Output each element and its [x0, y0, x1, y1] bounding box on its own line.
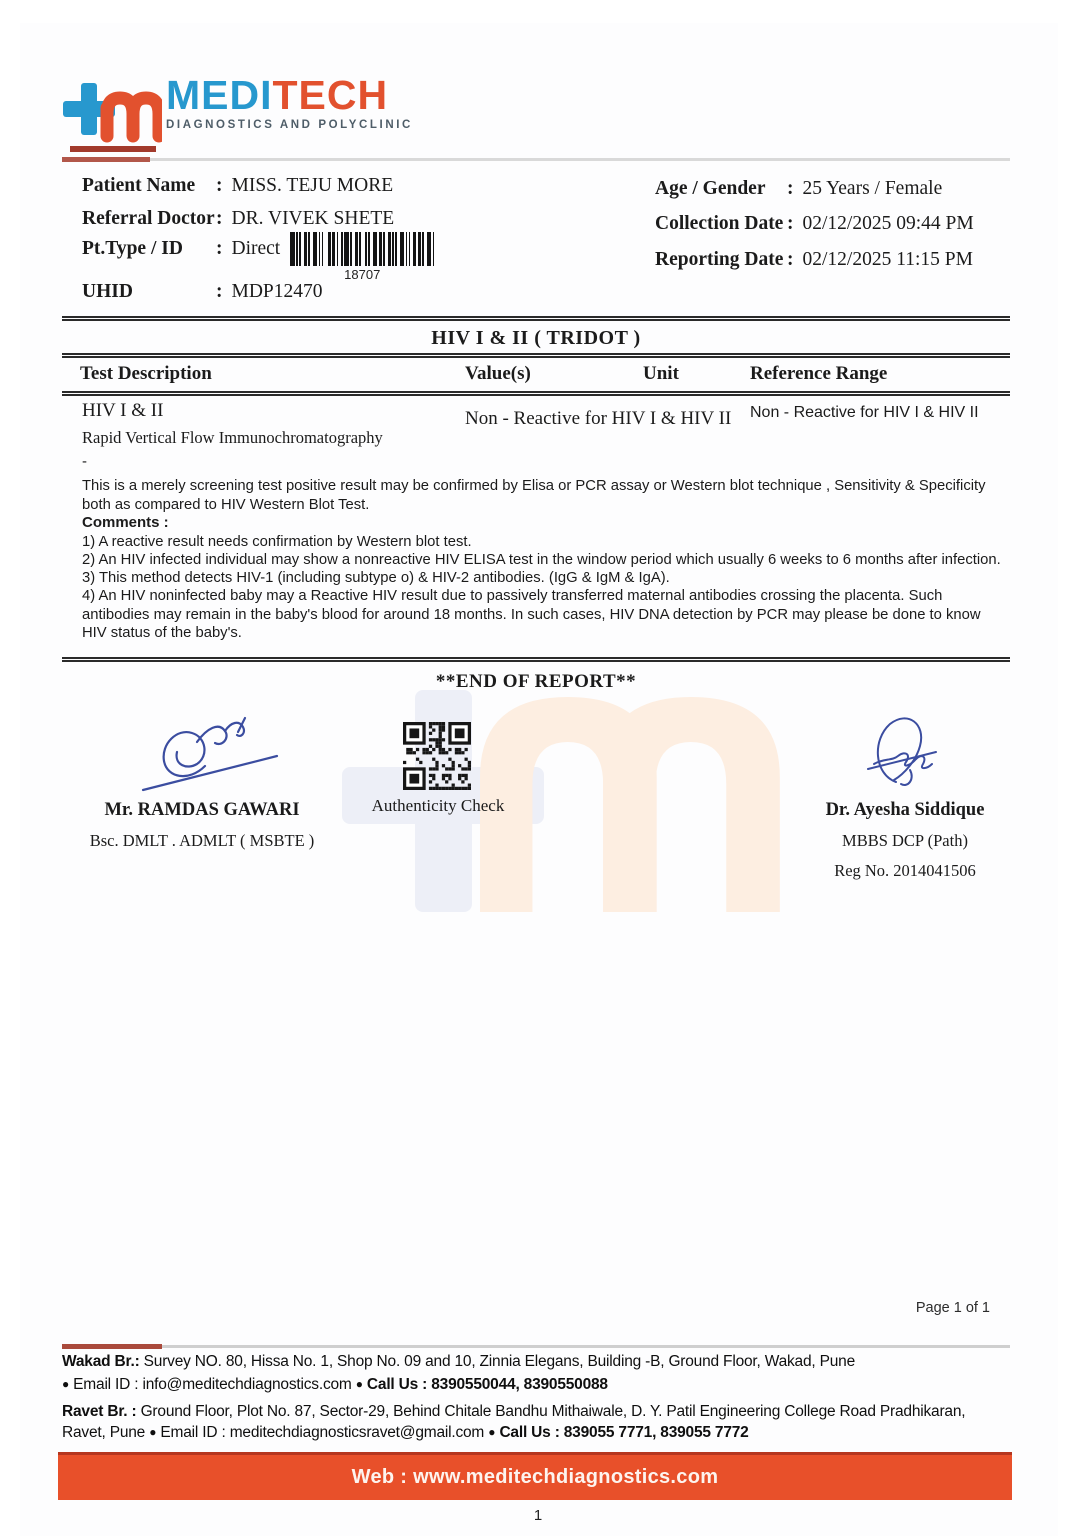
- uhid-label: UHID: [82, 281, 133, 302]
- header-separator-gray: [150, 158, 1010, 161]
- patient-name-row: [82, 175, 393, 197]
- header-red-mark: [70, 146, 156, 152]
- test-method: Rapid Vertical Flow Immunochromatography: [82, 428, 383, 447]
- pt-type-id-value: Direct: [231, 238, 281, 259]
- reporting-date-label: Reporting Date: [655, 249, 784, 270]
- column-header-unit: Unit: [643, 363, 679, 384]
- uhid-value: MDP12470: [231, 281, 323, 302]
- collection-date-row: [655, 213, 974, 235]
- collection-date-value: 02/12/2025 09:44 PM: [802, 213, 974, 234]
- footer-web-url: Web : www.meditechdiagnostics.com: [351, 1466, 719, 1488]
- footer-ravet-address1: Ground Floor, Plot No. 87, Sector-29, Behind Chitale Bandhu Mithaiwale, D. Y. Patil Engineering College Road Pradhikaran,: [140, 1403, 966, 1420]
- comment-1: 1) A reactive result needs confirmation by Western blot test.: [82, 534, 472, 550]
- bullet-icon: ●: [355, 1377, 363, 1391]
- brand-text: [166, 74, 413, 131]
- referral-doctor-label: Referral Doctor: [82, 208, 215, 229]
- signer-left-name: Mr. RAMDAS GAWARI: [104, 800, 300, 820]
- footer-wakad-call-label: Call Us :: [366, 1376, 428, 1393]
- colon: :: [787, 249, 794, 270]
- divider-below-title: [62, 353, 1010, 358]
- collection-date-label: Collection Date: [655, 213, 784, 234]
- barcode-number: 18707: [344, 267, 381, 282]
- signer-right-name: Dr. Ayesha Siddique: [825, 800, 985, 820]
- age-gender-value: 25 Years / Female: [802, 178, 943, 199]
- colon: :: [216, 175, 223, 196]
- test-reference-range: Non - Reactive for HIV I & HIV II: [750, 404, 979, 421]
- footer-wakad-label: Wakad Br.:: [62, 1353, 140, 1370]
- comment-4: 4) An HIV noninfected baby may a Reactive HIV result due to passively transferred maternal antibodies crossing the placenta. Such antibodies may remain in the baby's blood for around 18 months. In such cases, HIV DNA detection by PCR may please be done to know HIV status of the baby's.: [82, 588, 981, 641]
- footer-wakad-address: Survey NO. 80, Hissa No. 1, Shop No. 09 and 10, Zinnia Elegans, Building -B, Ground Floor, Wakad, Pune: [143, 1353, 856, 1370]
- footer-ravet-address-line1: [62, 1403, 1012, 1421]
- note-dash: -: [82, 453, 87, 470]
- report-title: HIV I & II ( TRIDOT ): [431, 327, 641, 349]
- brand-logo: [60, 74, 413, 144]
- signer-right-registration: Reg No. 2014041506: [834, 861, 976, 880]
- comment-2: 2) An HIV infected individual may show a nonreactive HIV ELISA test in the window period which usually 6 weeks to 6 months after infection.: [82, 552, 1001, 568]
- colon: :: [216, 281, 223, 302]
- column-header-test-description: Test Description: [80, 363, 212, 384]
- comments-label: Comments :: [82, 514, 169, 531]
- brand-tagline: DIAGNOSTICS AND POLYCLINIC: [166, 119, 413, 131]
- footer-wakad-address-line: [62, 1353, 1012, 1371]
- reporting-date-row: [655, 249, 973, 271]
- test-value: Non - Reactive for HIV I & HIV II: [465, 408, 732, 429]
- footer-ravet-email: meditechdiagnosticsravet@gmail.com: [229, 1424, 485, 1441]
- footer-wakad-email-label: Email ID :: [73, 1376, 139, 1393]
- test-name: HIV I & II: [82, 400, 164, 421]
- age-gender-label: Age / Gender: [655, 178, 766, 199]
- footer-web-bar: [58, 1452, 1012, 1500]
- barcode-image: [290, 232, 434, 266]
- footer-ravet-email-label: Email ID :: [160, 1424, 226, 1441]
- brand-name: [166, 74, 413, 116]
- signer-left-qualification: Bsc. DMLT . ADMLT ( MSBTE ): [89, 831, 315, 850]
- authenticity-qr-code: [403, 722, 471, 790]
- divider-end: [62, 657, 1010, 662]
- colon: :: [787, 178, 794, 199]
- footer-separator-gray: [162, 1345, 1010, 1348]
- referral-doctor-row: [82, 208, 394, 230]
- pt-type-id-label: Pt.Type / ID: [82, 238, 183, 259]
- uhid-row: [82, 281, 323, 303]
- reporting-date-value: 02/12/2025 11:15 PM: [802, 249, 973, 270]
- signer-right-qualification: MBBS DCP (Path): [842, 831, 968, 850]
- referral-doctor-value: DR. VIVEK SHETE: [231, 208, 395, 229]
- bullet-icon: ●: [62, 1377, 70, 1391]
- footer-wakad-email: info@meditechdiagnostics.com: [142, 1376, 352, 1393]
- footer-ravet-call-label: Call Us :: [499, 1424, 560, 1441]
- footer-separator-red: [62, 1344, 162, 1349]
- bullet-icon: ●: [149, 1425, 157, 1439]
- footer-ravet-label: Ravet Br. :: [62, 1403, 137, 1420]
- brand-name-medi: MEDI: [166, 72, 273, 118]
- patient-name-label: Patient Name: [82, 175, 196, 196]
- colon: :: [787, 213, 794, 234]
- signature-left-image: [125, 710, 335, 800]
- bullet-icon: ●: [488, 1425, 496, 1439]
- authenticity-check-label: Authenticity Check: [371, 796, 505, 815]
- age-gender-row: [655, 178, 942, 200]
- brand-plus-m-icon: [60, 74, 162, 144]
- header-separator-red: [62, 157, 150, 162]
- footer-wakad-phones: 8390550044, 8390550088: [431, 1376, 608, 1393]
- patient-name-value: MISS. TEJU MORE: [231, 175, 394, 196]
- pt-type-id-row: [82, 238, 434, 282]
- column-header-reference-range: Reference Range: [750, 363, 888, 384]
- divider-below-headers: [62, 391, 1010, 396]
- signature-right-image: [852, 708, 957, 800]
- colon: :: [216, 208, 223, 229]
- screening-note: This is a merely screening test positive result may be confirmed by Elisa or PCR assay or Western blot technique , Sensitivity & Specificity both as compared to HIV Western Blot Test.: [82, 478, 986, 513]
- column-header-values: Value(s): [465, 363, 531, 384]
- comment-3: 3) This method detects HIV-1 (including subtype o) & HIV-2 antibodies. (IgG & IgM & IgA).: [82, 570, 670, 586]
- footer-wakad-contact-line: [62, 1376, 1012, 1394]
- page-label: Page 1 of 1: [915, 1300, 990, 1316]
- page-number: 1: [533, 1507, 543, 1524]
- divider-top: [62, 316, 1010, 321]
- footer-ravet-address2: Ravet, Pune: [62, 1424, 146, 1441]
- footer-ravet-phones: 839055 7771, 839055 7772: [563, 1424, 749, 1441]
- patient-barcode-block: [290, 232, 434, 282]
- colon: :: [216, 238, 223, 259]
- end-of-report-text: **END OF REPORT**: [435, 671, 637, 692]
- brand-name-tech: TECH: [272, 72, 389, 118]
- brand-watermark-icon: [330, 672, 790, 912]
- footer-ravet-address-line2: [62, 1424, 1012, 1442]
